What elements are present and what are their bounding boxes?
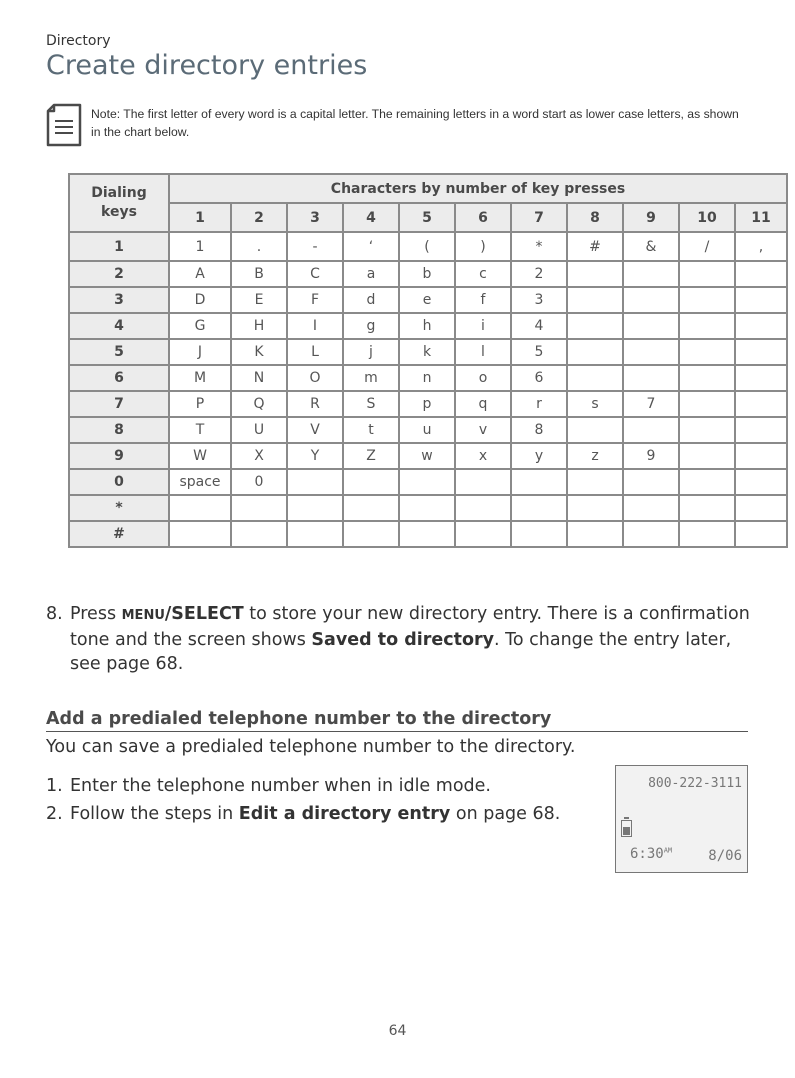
dialing-key-cell: 0 — [69, 469, 169, 495]
character-cell — [735, 443, 787, 469]
table-row — [69, 495, 787, 521]
character-cell — [567, 339, 623, 365]
table-row — [69, 313, 787, 339]
character-cell: Q — [231, 391, 287, 417]
dialing-key-cell: * — [69, 495, 169, 521]
character-cell: W — [169, 443, 231, 469]
press-count-header: 4 — [343, 203, 399, 232]
character-cell — [455, 469, 511, 495]
character-cell — [169, 495, 231, 521]
character-cell — [343, 495, 399, 521]
character-cell — [455, 495, 511, 521]
step-text — [70, 602, 760, 676]
character-cell — [567, 365, 623, 391]
dialing-keys-header: Dialing keys — [69, 174, 169, 232]
table-row — [69, 391, 787, 417]
dialing-key-cell: # — [69, 521, 169, 547]
character-cell: 9 — [623, 443, 679, 469]
character-cell — [679, 495, 735, 521]
step-prefix: Follow the steps in — [70, 804, 239, 824]
character-cell: 5 — [511, 339, 567, 365]
step-text — [70, 802, 590, 826]
character-cell — [735, 261, 787, 287]
character-cell: R — [287, 391, 343, 417]
character-cell: K — [231, 339, 287, 365]
character-cell: , — [735, 232, 787, 261]
character-cell — [623, 365, 679, 391]
step-suffix: . To change the entry later, see page 68. — [70, 630, 732, 674]
character-cell: D — [169, 287, 231, 313]
character-cell: . — [231, 232, 287, 261]
character-cell: L — [287, 339, 343, 365]
step-text: Enter the telephone number when in idle mode. — [70, 776, 491, 796]
character-cell: V — [287, 417, 343, 443]
character-cell: n — [399, 365, 455, 391]
character-cell — [231, 521, 287, 547]
press-count-header: 2 — [231, 203, 287, 232]
character-cell: S — [343, 391, 399, 417]
character-cell: B — [231, 261, 287, 287]
dialing-key-cell: 2 — [69, 261, 169, 287]
character-cell: J — [169, 339, 231, 365]
character-cell: q — [455, 391, 511, 417]
character-cell: 4 — [511, 313, 567, 339]
menu-key-label: MENU — [121, 608, 165, 623]
character-cell: Z — [343, 443, 399, 469]
character-cell: x — [455, 443, 511, 469]
character-cell: A — [169, 261, 231, 287]
dialing-key-cell: 5 — [69, 339, 169, 365]
press-count-header: 5 — [399, 203, 455, 232]
press-count-header: 3 — [287, 203, 343, 232]
table-row — [69, 469, 787, 495]
character-cell: E — [231, 287, 287, 313]
character-cell: * — [511, 232, 567, 261]
character-cell: - — [287, 232, 343, 261]
character-cell — [623, 287, 679, 313]
character-cell — [623, 495, 679, 521]
character-cell: d — [343, 287, 399, 313]
predial-heading: Add a predialed telephone number to the directory — [46, 709, 748, 732]
character-cell: v — [455, 417, 511, 443]
dialing-key-cell: 6 — [69, 365, 169, 391]
character-cell: i — [455, 313, 511, 339]
step-suffix: on page 68. — [450, 804, 561, 824]
character-cell: h — [399, 313, 455, 339]
step-middle: to store your new directory entry. There is a confirmation tone and the screen shows — [70, 604, 750, 650]
table-row — [69, 261, 787, 287]
character-cell — [679, 313, 735, 339]
character-cell: 2 — [511, 261, 567, 287]
character-cell — [679, 391, 735, 417]
dialing-key-cell: 7 — [69, 391, 169, 417]
character-cell: s — [567, 391, 623, 417]
character-cell — [623, 417, 679, 443]
character-cell — [735, 417, 787, 443]
display-time-value: 6:30 — [630, 846, 664, 862]
character-cell — [679, 261, 735, 287]
character-cell: P — [169, 391, 231, 417]
character-cell: M — [169, 365, 231, 391]
character-table — [68, 173, 788, 548]
character-cell: y — [511, 443, 567, 469]
table-row — [69, 521, 787, 547]
dialing-key-cell: 4 — [69, 313, 169, 339]
character-cell: 3 — [511, 287, 567, 313]
character-cell — [287, 521, 343, 547]
character-cell — [679, 443, 735, 469]
saved-to-directory-text: Saved to directory — [311, 630, 495, 650]
character-cell — [399, 521, 455, 547]
character-cell: G — [169, 313, 231, 339]
character-cell: 7 — [623, 391, 679, 417]
character-cell: I — [287, 313, 343, 339]
character-cell: C — [287, 261, 343, 287]
display-date: 8/06 — [708, 848, 742, 864]
character-cell — [287, 495, 343, 521]
character-cell — [511, 521, 567, 547]
presses-header: Characters by number of key presses — [169, 174, 787, 203]
character-cell: p — [399, 391, 455, 417]
character-cell — [623, 469, 679, 495]
character-cell — [567, 261, 623, 287]
character-cell — [399, 469, 455, 495]
character-cell — [511, 469, 567, 495]
character-cell: 8 — [511, 417, 567, 443]
character-cell — [623, 339, 679, 365]
character-cell: k — [399, 339, 455, 365]
character-cell — [679, 287, 735, 313]
press-count-header: 9 — [623, 203, 679, 232]
character-cell — [623, 313, 679, 339]
character-cell: t — [343, 417, 399, 443]
character-cell: O — [287, 365, 343, 391]
character-cell — [735, 287, 787, 313]
character-cell — [169, 521, 231, 547]
character-cell — [735, 469, 787, 495]
character-cell: l — [455, 339, 511, 365]
character-cell — [343, 469, 399, 495]
character-cell: b — [399, 261, 455, 287]
display-number: 800-222-3111 — [648, 776, 742, 791]
press-count-header: 11 — [735, 203, 787, 232]
character-cell — [567, 417, 623, 443]
character-cell: r — [511, 391, 567, 417]
character-cell: F — [287, 287, 343, 313]
step-prefix: Press — [70, 604, 122, 624]
character-cell: o — [455, 365, 511, 391]
character-cell: g — [343, 313, 399, 339]
press-count-header: 7 — [511, 203, 567, 232]
character-cell: z — [567, 443, 623, 469]
character-cell: 0 — [231, 469, 287, 495]
character-cell: u — [399, 417, 455, 443]
character-cell — [623, 521, 679, 547]
character-cell: U — [231, 417, 287, 443]
step-number: 2. — [46, 804, 63, 824]
character-cell — [231, 495, 287, 521]
press-count-header: 8 — [567, 203, 623, 232]
note-text: Note: The first letter of every word is a capital letter. The remaining letters in a word start as lower case letters, as shown in the chart below. — [91, 107, 739, 139]
character-cell: f — [455, 287, 511, 313]
character-cell — [567, 521, 623, 547]
character-cell: & — [623, 232, 679, 261]
character-cell — [567, 469, 623, 495]
press-count-header: 1 — [169, 203, 231, 232]
edit-directory-entry-link: Edit a directory entry — [238, 804, 451, 824]
character-cell: w — [399, 443, 455, 469]
character-cell: 6 — [511, 365, 567, 391]
battery-icon — [621, 820, 632, 837]
character-cell: 1 — [169, 232, 231, 261]
character-cell — [343, 521, 399, 547]
handset-display — [615, 765, 748, 873]
table-row — [69, 287, 787, 313]
character-cell — [679, 365, 735, 391]
note-icon — [46, 103, 82, 147]
dialing-key-cell: 9 — [69, 443, 169, 469]
character-cell: / — [679, 232, 735, 261]
table-row — [69, 417, 787, 443]
table-row — [69, 365, 787, 391]
character-cell: m — [343, 365, 399, 391]
character-cell — [567, 313, 623, 339]
press-count-header: 6 — [455, 203, 511, 232]
section-label: Directory — [46, 33, 111, 49]
character-cell — [679, 417, 735, 443]
step-number: 1. — [46, 776, 63, 796]
character-cell — [511, 495, 567, 521]
character-cell: Y — [287, 443, 343, 469]
character-cell: N — [231, 365, 287, 391]
step-number: 8. — [46, 604, 63, 624]
table-row — [69, 443, 787, 469]
character-cell: X — [231, 443, 287, 469]
character-cell — [679, 469, 735, 495]
character-cell — [567, 495, 623, 521]
character-cell — [287, 469, 343, 495]
table-row — [69, 339, 787, 365]
character-cell: j — [343, 339, 399, 365]
character-cell — [399, 495, 455, 521]
dialing-key-cell: 1 — [69, 232, 169, 261]
character-cell: H — [231, 313, 287, 339]
display-time — [630, 846, 672, 862]
character-cell — [679, 521, 735, 547]
page-number: 64 — [388, 1023, 407, 1039]
character-cell: # — [567, 232, 623, 261]
display-ampm: AM — [663, 846, 673, 855]
character-cell — [623, 261, 679, 287]
page-title: Create directory entries — [46, 50, 368, 81]
character-cell: ‘ — [343, 232, 399, 261]
character-cell: ) — [455, 232, 511, 261]
dialing-key-cell: 8 — [69, 417, 169, 443]
character-cell: ( — [399, 232, 455, 261]
character-cell: a — [343, 261, 399, 287]
character-cell: c — [455, 261, 511, 287]
table-row — [69, 232, 787, 261]
dialing-key-cell: 3 — [69, 287, 169, 313]
press-count-header: 10 — [679, 203, 735, 232]
character-cell: e — [399, 287, 455, 313]
character-cell — [735, 495, 787, 521]
character-cell — [735, 521, 787, 547]
character-cell — [735, 339, 787, 365]
character-cell: space — [169, 469, 231, 495]
character-cell — [455, 521, 511, 547]
character-cell — [567, 287, 623, 313]
character-cell — [735, 365, 787, 391]
character-cell — [679, 339, 735, 365]
select-key-label: /SELECT — [164, 604, 244, 624]
character-cell — [735, 391, 787, 417]
predial-intro: You can save a predialed telephone number to the directory. — [46, 737, 576, 757]
character-cell — [735, 313, 787, 339]
character-cell: T — [169, 417, 231, 443]
